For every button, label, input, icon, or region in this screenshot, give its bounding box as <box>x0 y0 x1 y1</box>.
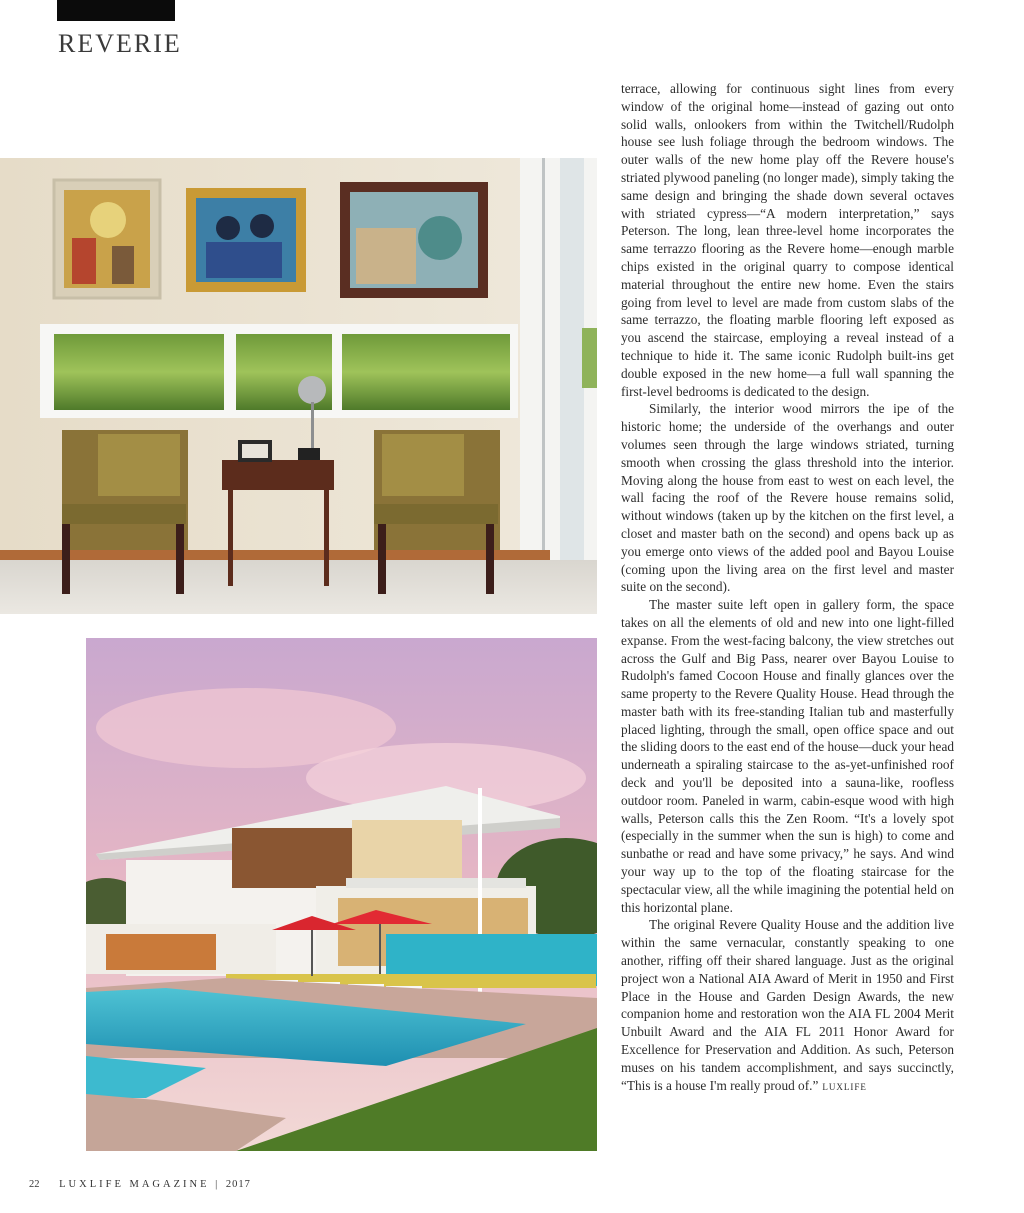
article-paragraph-3: The master suite left open in gallery form, the space takes on all the elements of old and new into one light-filled expanse. From the west-facing balcony, the view stretches out across the Gulf and Big Pass, nearer over Bayou Louise to Rudolph's famed Cocoon House and finally glances over the same property to the Revere Quality House. Head through the master bath with its free-standing Italian tub and masterfully placed lighting, through the small, open office space and out the sliding doors to the east end of the house—duck your head underneath a spiraling staircase to the as-yet-unfinished roof deck and you'll be deposited into a sauna-like, roofless outdoor room. Paneled in warm, cabin-esque wood with high walls, Peterson calls this the Zen Room. “It's a lovely spot (especially in the summer when the sun is high) to come and sunbathe or read and have some privacy,” he says. And wind your way up to the top of the floating staircase for the spectacular view, all the while imagining the potential held on this horizontal plane. <box>621 597 954 915</box>
magazine-name: LUXLIFE MAGAZINE <box>59 1179 210 1190</box>
interior-gallery-photo <box>0 158 597 614</box>
page-number: 22 <box>29 1179 40 1190</box>
header-black-bar <box>57 0 175 21</box>
article-paragraph-4 <box>621 916 954 1096</box>
issue-year: 2017 <box>225 1179 251 1190</box>
exterior-pool-photo <box>86 638 597 1151</box>
footer-separator: | <box>215 1179 221 1190</box>
section-title: REVERIE <box>58 29 182 58</box>
article-paragraph-2: Similarly, the interior wood mirrors the ipe of the historic home; the underside of the overhangs and outer volumes seen through the large windows striated, turning smooth when crossing the glass threshold into the interior. Moving along the house from east to west on each level, the wall facing the roof of the Revere house remains solid, without windows (taken up by the kitchen on the first level, a closet and master bath on the second) and opens back up as you emerge onto views of the added pool and Bayou Louise (coming upon the living area on the first level and master suite on the second). <box>621 401 954 595</box>
page-footer <box>29 1179 251 1190</box>
article-body <box>621 80 954 1096</box>
article-end-mark: LUXLIFE <box>822 1081 867 1092</box>
article-paragraph-1: terrace, allowing for continuous sight lines from every window of the original home—instead of gazing out onto solid walls, onlookers from within the Twitchell/Rudolph house see lush foliage through the bedroom windows. The outer walls of the new home play off the Revere house's striated plywood paneling (no longer made), simply taking the same design and bringing the shade down several octaves with striated cypress—“A modern interpretation,” says Peterson. The long, lean three-level home incorporates the same terrazzo flooring as the Revere home—enough marble chips existed in the original quarry to compose identical material throughout the entire new home. Even the stairs going from level to level are made from custom slabs of the same terrazzo, the floating marble flooring left exposed as you ascend the staircase, employing a reveal instead of a technique to hide it. The same iconic Rudolph built-ins get double exposed in the new home—a full wall spanning the first-level bedrooms is dedicated to the design. <box>621 81 954 399</box>
article-paragraph-4-text: The original Revere Quality House and the addition live within the same vernacular, constantly speaking to one another, riffing off their shared language. Just as the original project won a National AIA Award of Merit in 1950 and First Place in the House and Garden Design Awards, the new companion home and restoration won the AIA FL 2004 Merit Unbuilt Award and the AIA FL 2011 Honor Award for Excellence for Preservation and Addition. As such, Peterson muses on his tandem accomplishment, and says succinctly, “This is a house I'm really proud of.” <box>621 917 954 1093</box>
